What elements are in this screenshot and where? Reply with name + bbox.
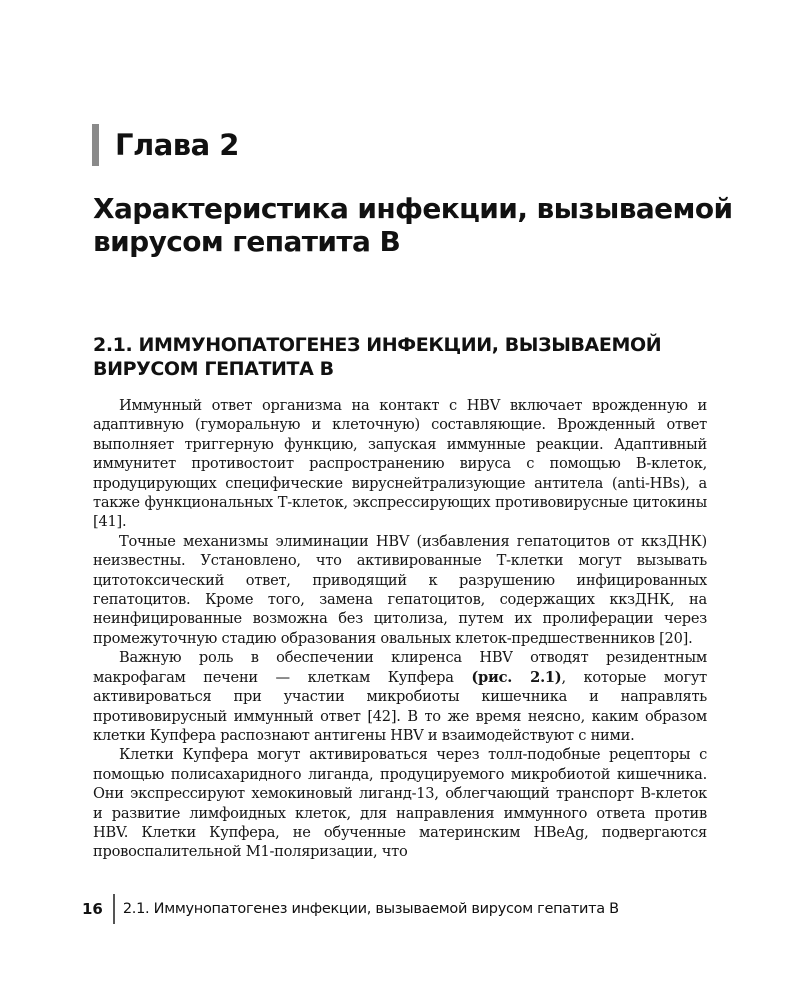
page-footer xyxy=(82,894,619,924)
running-title: 2.1. Иммунопатогенез инфекции, вызываемой вирусом гепатита В xyxy=(122,901,619,917)
chapter-title: Характеристика инфекции, вызываемой вирусом гепатита В xyxy=(93,192,733,258)
chapter-accent-bar xyxy=(92,124,99,166)
paragraph: Точные механизмы элиминации HBV (избавления гепатоцитов от ккзДНК) неизвестны. Установлено, что активированные Т-клетки могут вызывать цитотоксический ответ, приводящий к разрушению инфицированных гепатоцитов. Кроме того, замена гепатоцитов, содержащих ккзДНК, на неинфицированные возможна без цитолиза, путем их пролиферации через промежуточную стадию образования овальных клеток-предшественников [20]. xyxy=(93,532,707,647)
section-heading: 2.1. ИММУНОПАТОГЕНЕЗ ИНФЕКЦИИ, ВЫЗЫВАЕМОЙ ВИРУСОМ ГЕПАТИТА В xyxy=(93,334,662,380)
paragraph-text: Важную роль в обеспечении клиренса HBV отводят резидентным макрофагам печени — клеткам Купфера xyxy=(93,649,707,686)
paragraph: Клетки Купфера могут активироваться через толл-подобные рецепторы с помощью полисахаридного лиганда, продуцируемого микробиотой кишечника. Они экспрессируют хемокиновый лиганд-13, облегчающий транспорт В-клеток и развитие лимфоидных клеток, для направления иммунного ответа против HBV. Клетки Купфера, не обученные материнским HBeAg, подвергаются провоспалительной М1-поляризации, что xyxy=(93,746,707,861)
paragraph xyxy=(93,648,707,745)
figure-reference: (рис. 2.1) xyxy=(471,668,562,686)
footer-divider xyxy=(113,894,115,924)
chapter-label: Глава 2 xyxy=(115,128,239,162)
body-text xyxy=(93,396,707,862)
chapter-header xyxy=(92,124,239,166)
paragraph: Иммунный ответ организма на контакт с HBV включает врожденную и адаптивную (гуморальную и клеточную) составляющие. Врожденный ответ выполняет триггерную функцию, запуская иммунные реакции. Адаптивный иммунитет противостоит распространению вируса с помощью В-клеток, продуцирующих специфические вируснейтрализующие антитела (anti-HBs), а также функциональных Т-клеток, экспрессирующих противовирусные цитокины [41]. xyxy=(93,397,707,531)
paragraph-text: , которые могут активироваться при участии микробиоты кишечника и направлять противовирусный иммунный ответ [42]. В то же время неясно, каким образом клетки Купфера распознают антигены HBV и взаимодействуют с ними. xyxy=(93,668,707,744)
page-number: 16 xyxy=(82,900,103,918)
